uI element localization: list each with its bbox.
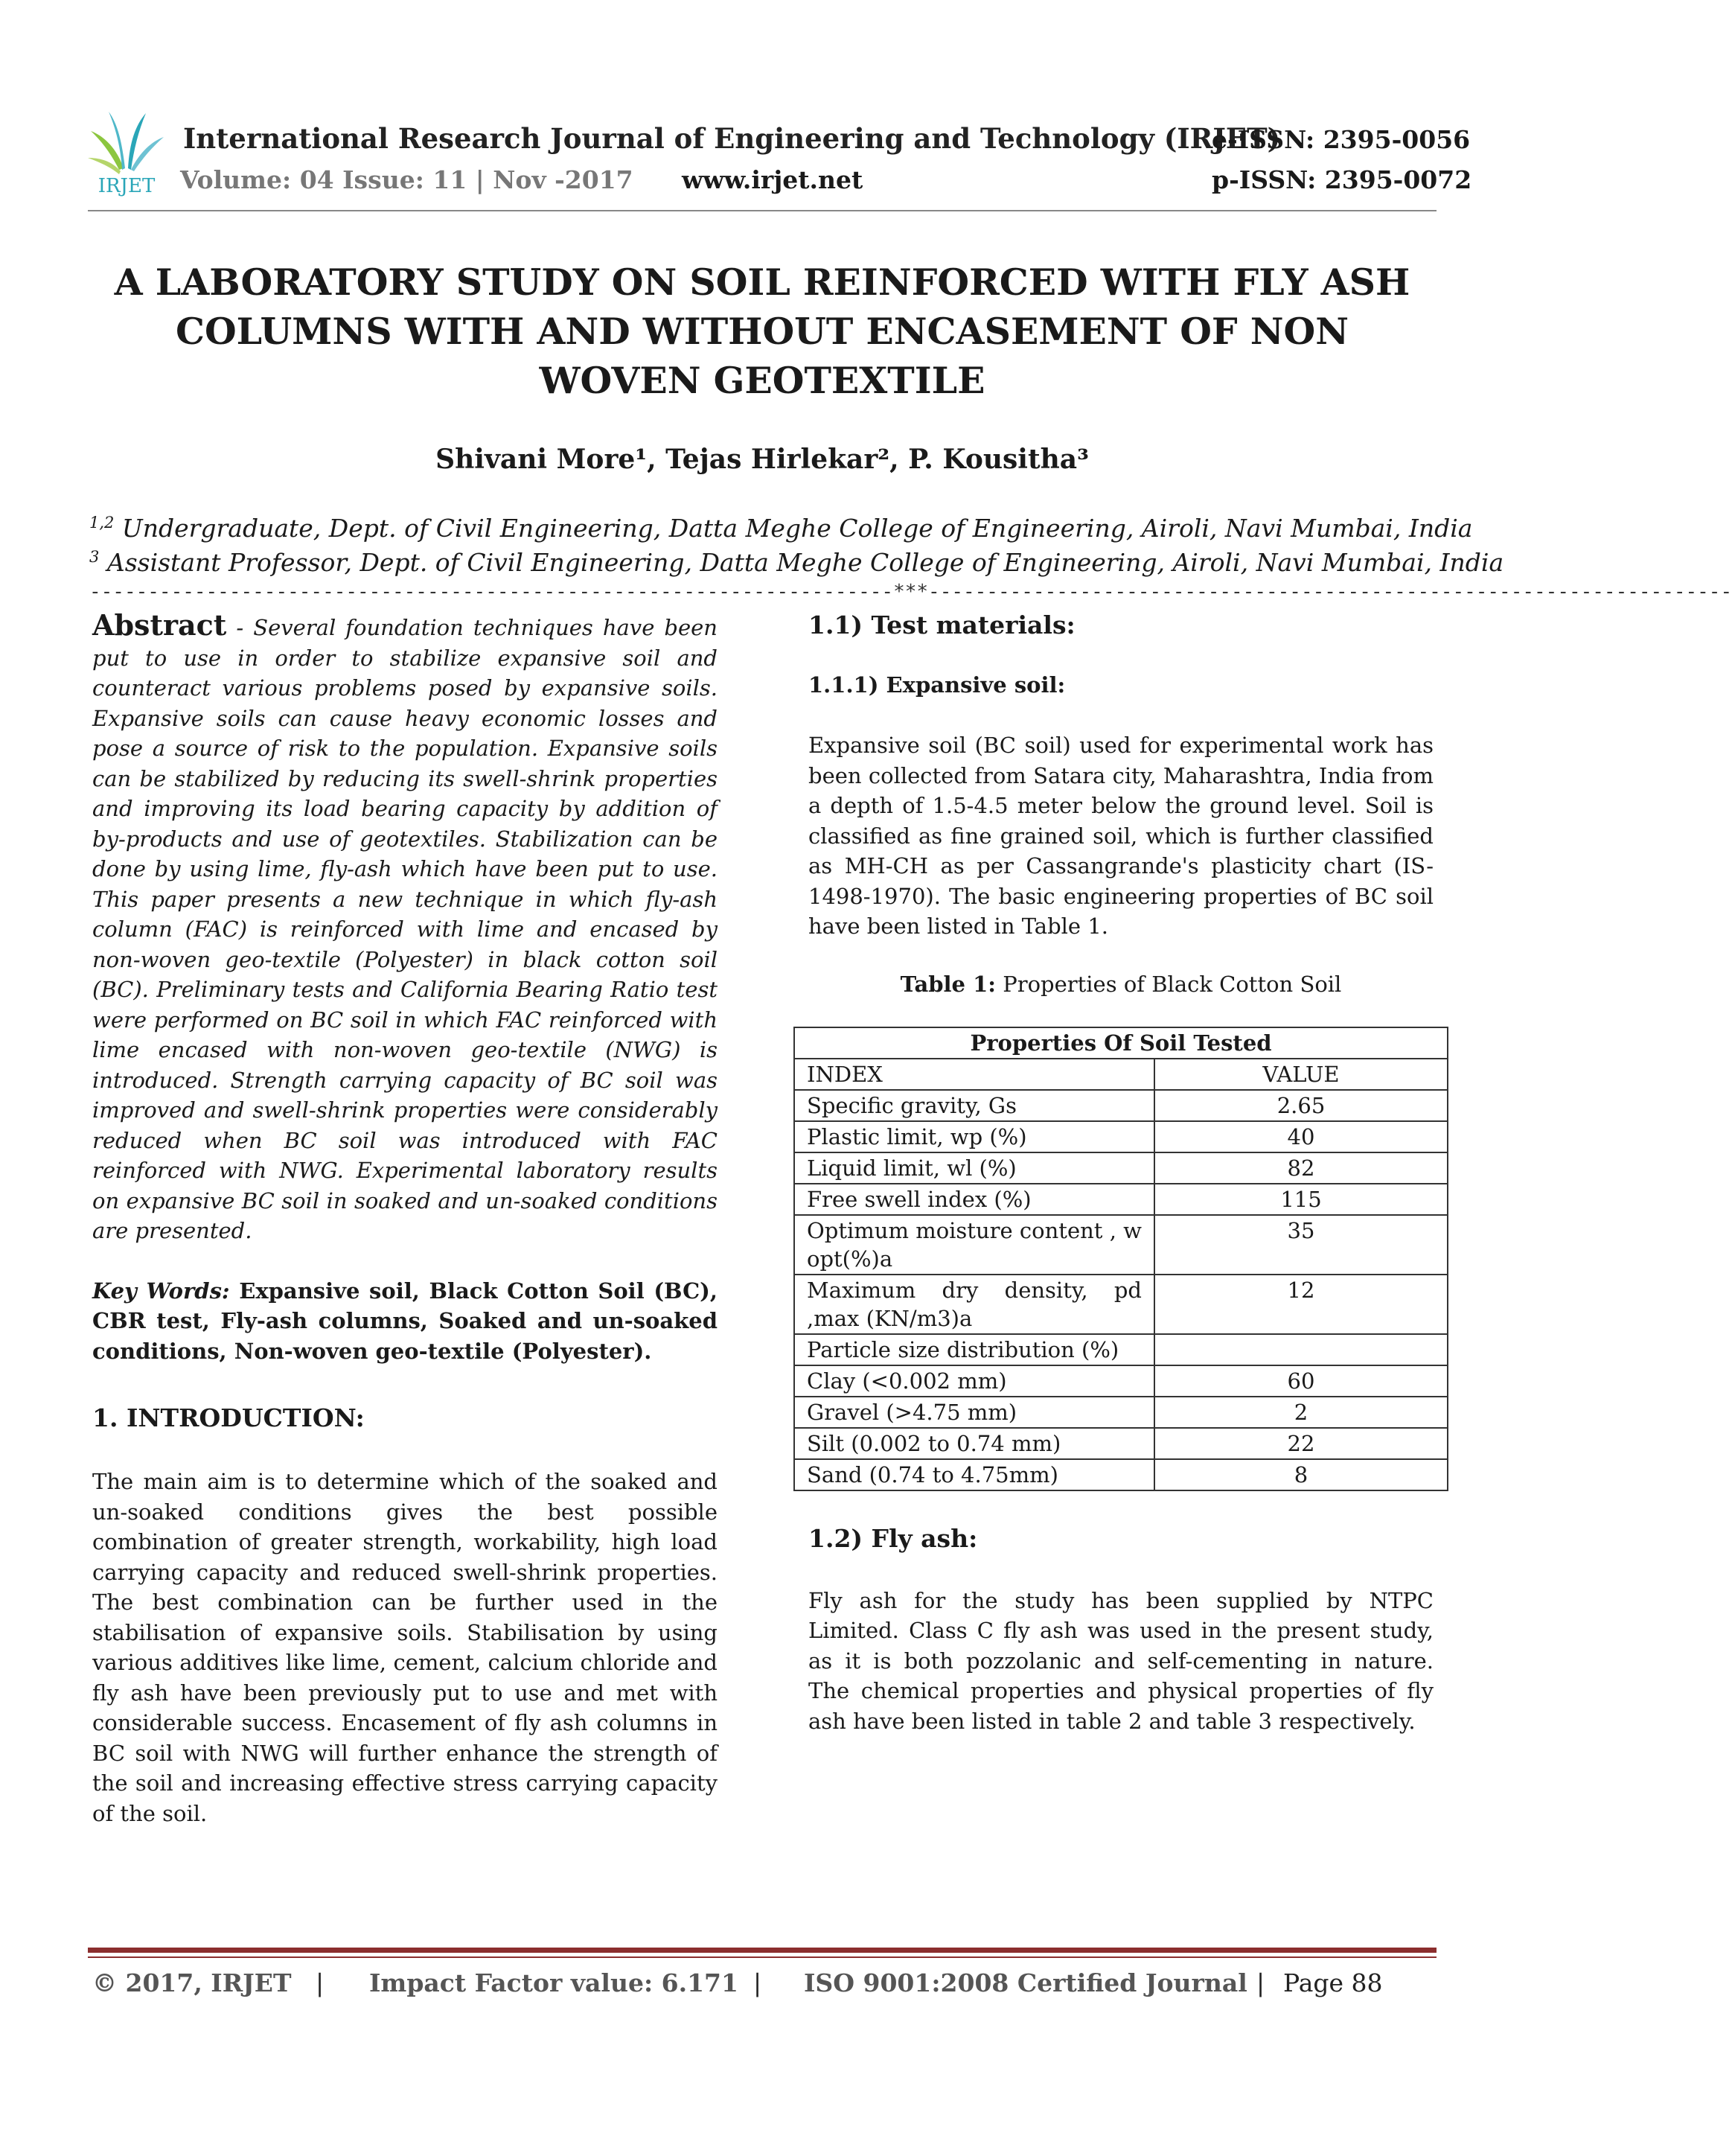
table-row: [794, 1459, 1448, 1490]
introduction-heading: 1. INTRODUCTION:: [92, 1403, 365, 1432]
volume-issue: Volume: 04 Issue: 11 | Nov -2017: [180, 165, 633, 194]
abstract-text: Several foundation techniques have been put to use in order to stabilize expansive soil and counteract various problems posed by expansive soils. Expansive soils can cause heavy economic losses and pose a source of risk to the population. Expansive soils can be stabilized by reducing its swell-shrink properties and improving its load bearing capacity by addition of by-products and use of geotextiles. Stabilization can be done by using lime, fly-ash which have been put to use. This paper presents a new technique in which fly-ash column (FAC) is reinforced with lime and encased by non-woven geo-textile (Polyester) in black cotton soil (BC). Preliminary tests and California Bearing Ratio test were performed on BC soil in which FAC reinforced with lime encased with non-woven geo-textile (NWG) is introduced. Strength carrying capacity of BC soil was improved and swell-shrink properties were considerably reduced when BC soil was introduced with FAC reinforced with NWG. Experimental laboratory results on expansive BC soil in soaked and un-soaked conditions are presented.: [92, 615, 718, 1243]
table-row: [794, 1365, 1448, 1397]
footer-copyright: © 2017, IRJET: [92, 1968, 292, 1997]
affiliation-2-marker: 3: [89, 548, 100, 566]
journal-website[interactable]: www.irjet.net: [682, 165, 863, 194]
table-cell-value: 2.65: [1154, 1090, 1448, 1121]
table-cell-value: [1154, 1334, 1448, 1365]
table-cell-property: Clay (<0.002 mm): [794, 1365, 1154, 1397]
table-row: [794, 1334, 1448, 1365]
table-cell-property: Sand (0.74 to 4.75mm): [794, 1459, 1154, 1490]
table-cell-value: 2: [1154, 1397, 1448, 1428]
column-index-header: INDEX: [794, 1059, 1154, 1090]
table-row: [794, 1121, 1448, 1152]
footer-iso: ISO 9001:2008 Certified Journal: [804, 1968, 1247, 1997]
title-separator: ---------------------------------------------------------------------***---------------------------------------------------------------------: [89, 581, 1732, 603]
table-1-caption: [808, 972, 1434, 997]
table-cell-value: 8: [1154, 1459, 1448, 1490]
expansive-soil-heading: 1.1.1) Expansive soil:: [808, 672, 1066, 698]
affiliation-2: [89, 548, 1504, 577]
author-list: Shivani More¹, Tejas Hirlekar², P. Kousitha³: [435, 444, 1089, 475]
left-column: [92, 610, 718, 1828]
footer-rule-thick: [88, 1948, 1437, 1953]
footer-page-number: Page 88: [1283, 1968, 1383, 1997]
test-materials-heading: 1.1) Test materials:: [808, 610, 1076, 640]
column-value-header: VALUE: [1154, 1059, 1448, 1090]
table-header: Properties Of Soil Tested: [794, 1027, 1448, 1059]
table-cell-property: Plastic limit, wp (%): [794, 1121, 1154, 1152]
affiliation-1-text: Undergraduate, Dept. of Civil Engineering, Datta Meghe College of Engineering, Airoli, Navi Mumbai, India: [114, 514, 1473, 543]
journal-title: International Research Journal of Engineering and Technology (IRJET): [183, 122, 1281, 155]
p-issn: p-ISSN: 2395-0072: [1212, 165, 1472, 194]
affiliation-1-marker: 1,2: [89, 514, 115, 532]
footer-divider-1: |: [316, 1968, 325, 1997]
fly-ash-text: Fly ash for the study has been supplied by NTPC Limited. Class C fly ash was used in the present study, as it is both pozzolanic and self-cementing in nature. The chemical properties and physical properties of fly ash have been listed in table 2 and table 3 respectively.: [808, 1587, 1434, 1734]
abstract-dash: -: [226, 615, 254, 640]
table-cell-property: Maximum dry density, pd ,max (KN/m3)a: [794, 1275, 1154, 1334]
soil-properties-table: [793, 1027, 1448, 1491]
table-row: [794, 1215, 1448, 1275]
table-cell-property: Gravel (>4.75 mm): [794, 1397, 1154, 1428]
table-row: [794, 1275, 1448, 1334]
keywords-label: Key Words:: [92, 1278, 230, 1304]
table-cell-property: Liquid limit, wl (%): [794, 1152, 1154, 1184]
affiliation-1: [89, 514, 1473, 543]
irjet-logo: [86, 109, 167, 197]
paper-title: A LABORATORY STUDY ON SOIL REINFORCED WITH FLY ASH COLUMNS WITH AND WITHOUT ENCASEMENT OF NON WOVEN GEOTEXTILE: [114, 261, 1410, 402]
right-column: [808, 610, 1434, 1736]
keywords-paragraph: [92, 1276, 718, 1367]
header-divider: [88, 210, 1437, 211]
table-cell-property: Free swell index (%): [794, 1184, 1154, 1215]
table-cell-value: 60: [1154, 1365, 1448, 1397]
table-cell-value: 40: [1154, 1121, 1448, 1152]
table-row: [794, 1428, 1448, 1459]
keywords-text: Expansive soil, Black Cotton Soil (BC), CBR test, Fly-ash columns, Soaked and un-soaked conditions, Non-woven geo-textile (Polyester).: [92, 1278, 718, 1364]
fly-ash-heading: 1.2) Fly ash:: [808, 1523, 978, 1553]
table-row: [794, 1397, 1448, 1428]
introduction-text: The main aim is to determine which of the soaked and un-soaked conditions gives the best possible combination of greater strength, workability, high load carrying capacity and reduced swell-shrink properties. The best combination can be further used in the stabilisation of expansive soils. Stabilisation by using various additives like lime, cement, calcium chloride and fly ash have been previously put to use and met with considerable success. Encasement of fly ash columns in BC soil with NWG will further enhance the strength of the soil and increasing effective stress carrying capacity of the soil.: [92, 1469, 718, 1826]
footer-impact-factor: Impact Factor value: 6.171: [369, 1968, 738, 1997]
table-cell-value: 12: [1154, 1275, 1448, 1334]
table-row: [794, 1152, 1448, 1184]
table-cell-property: Optimum moisture content , w opt(%)a: [794, 1215, 1154, 1275]
footer-divider-3: |: [1256, 1968, 1265, 1997]
footer-rule-thin: [88, 1956, 1437, 1958]
table-row: [794, 1090, 1448, 1121]
footer-divider-2: |: [753, 1968, 762, 1997]
abstract-heading: Abstract: [92, 608, 227, 642]
expansive-soil-text: Expansive soil (BC soil) used for experimental work has been collected from Satara city, Maharashtra, India from a depth of 1.5-4.5 meter below the ground level. Soil is classified as fine grained soil, which is further classified as MH-CH as per Cassangrande's plasticity chart (IS-1498-1970). The basic engineering properties of BC soil have been listed in Table 1.: [808, 733, 1434, 939]
table-cell-value: 82: [1154, 1152, 1448, 1184]
table-row: [794, 1184, 1448, 1215]
table-column-header-row: [794, 1059, 1448, 1090]
e-issn: e-ISSN: 2395-0056: [1212, 125, 1471, 154]
affiliation-2-text: Assistant Professor, Dept. of Civil Engineering, Datta Meghe College of Engineering, Airoli, Navi Mumbai, India: [99, 548, 1504, 577]
table-cell-property: Silt (0.002 to 0.74 mm): [794, 1428, 1154, 1459]
table-cell-property: Specific gravity, Gs: [794, 1090, 1154, 1121]
leaf-logo-icon: [86, 109, 167, 197]
table-cell-property: Particle size distribution (%): [794, 1334, 1154, 1365]
table-cell-value: 22: [1154, 1428, 1448, 1459]
table-cell-value: 115: [1154, 1184, 1448, 1215]
abstract-paragraph: [92, 610, 718, 1246]
table-1-caption-text: Properties of Black Cotton Soil: [995, 971, 1342, 997]
table-body: [794, 1059, 1448, 1490]
svg-text:IRJET: IRJET: [98, 175, 156, 197]
table-1-label: Table 1:: [900, 971, 996, 997]
table-cell-value: 35: [1154, 1215, 1448, 1275]
